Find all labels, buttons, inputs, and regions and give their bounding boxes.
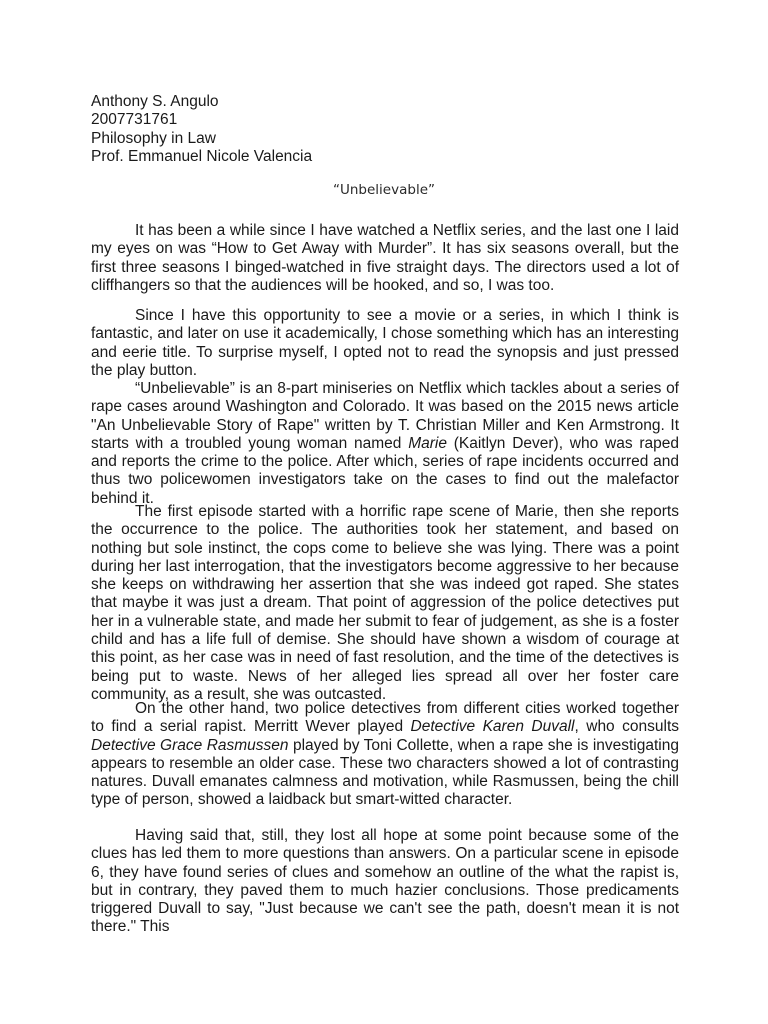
paragraph-3-text-c: (Kaitlyn Dever), who was raped and reports the crime to the police. After which, series of rape incidents occurred and thus two policewomen investigators take on the cases to find out the malefactor behind it. [91, 434, 680, 507]
paragraph-1: It has been a while since I have watched a Netflix series, and the last one I laid my eyes on was “How to Get Away with Murder”. It has six seasons overall, but the first three seasons I binged-watched in five straight days. The directors used a lot of cliffhangers so that the audiences will be hooked, and so, I was too. [91, 222, 679, 294]
paragraph-3-text-a: “Unbelievable” is an 8-part miniseries on Netflix which tackles about a series of rape cases around Washington and Colorado. It was based on the 2015 news article "An Unbelievable Story of Rape" written by T. Christian Miller and Ken Armstrong. It starts with a troubled young woman named [91, 380, 679, 452]
character-name-marie: Marie [408, 434, 447, 452]
paragraph-3 [91, 380, 679, 508]
course-name: Philosophy in Law [91, 129, 216, 147]
author-header [91, 93, 312, 166]
paragraph-5-text-a: On the other hand, two police detectives from different cities worked together to find a serial rapist. Merritt Wever played [91, 700, 679, 736]
character-name-rasmussen: Detective Grace Rasmussen [91, 736, 289, 754]
paragraph-2: Since I have this opportunity to see a movie or a series, in which I think is fantastic, and later on use it academically, I chose something which has an interesting and eerie title. To surprise myself, I opted not to read the synopsis and just pressed the play button. [91, 307, 679, 379]
author-name: Anthony S. Angulo [91, 93, 219, 110]
professor-name: Prof. Emmanuel Nicole Valencia [91, 147, 313, 165]
essay-title: “Unbelievable” [333, 182, 435, 198]
paragraph-5-text-c: , who consults [574, 718, 679, 736]
paragraph-4: The first episode started with a horrific rape scene of Marie, then she reports the occurrence to the police. The authorities took her statement, and based on nothing but sole instinct, the cops come to believe she was lying. There was a point during her last interrogation, that the investigators become aggressive to her because she keeps on withdrawing her assertion that she was indeed got raped. She states that maybe it was just a dream. That point of aggression of the police detectives put her in a vulnerable state, and made her submit to fear of judgement, as she is a foster child and has a life full of demise. She should have shown a wisdom of courage at this point, as her case was in need of fast resolution, and the time of the detectives is being put to waste. News of her alleged lies spread all over her foster care community, as a result, she was outcasted. [91, 503, 679, 703]
paragraph-5-text-e: played by Toni Collette, when a rape she is investigating appears to resemble an older case. These two characters showed a lot of contrasting natures. Duvall emanates calmness and motivation, while Rasmussen, being the chill type of person, showed a laidback but smart-witted character. [91, 736, 679, 809]
paragraph-6: Having said that, still, they lost all hope at some point because some of the clues has led them to more questions than answers. On a particular scene in episode 6, they have found series of clues and somehow an outline of the what the rapist is, but in contrary, they paved them to much hazier conclusions. Those predicaments triggered Duvall to say, "Just because we can't see the path, doesn't mean it is not there." This [91, 827, 679, 936]
character-name-duvall: Detective Karen Duvall [410, 718, 575, 736]
paragraph-5 [91, 700, 679, 810]
student-id: 2007731761 [91, 111, 178, 129]
